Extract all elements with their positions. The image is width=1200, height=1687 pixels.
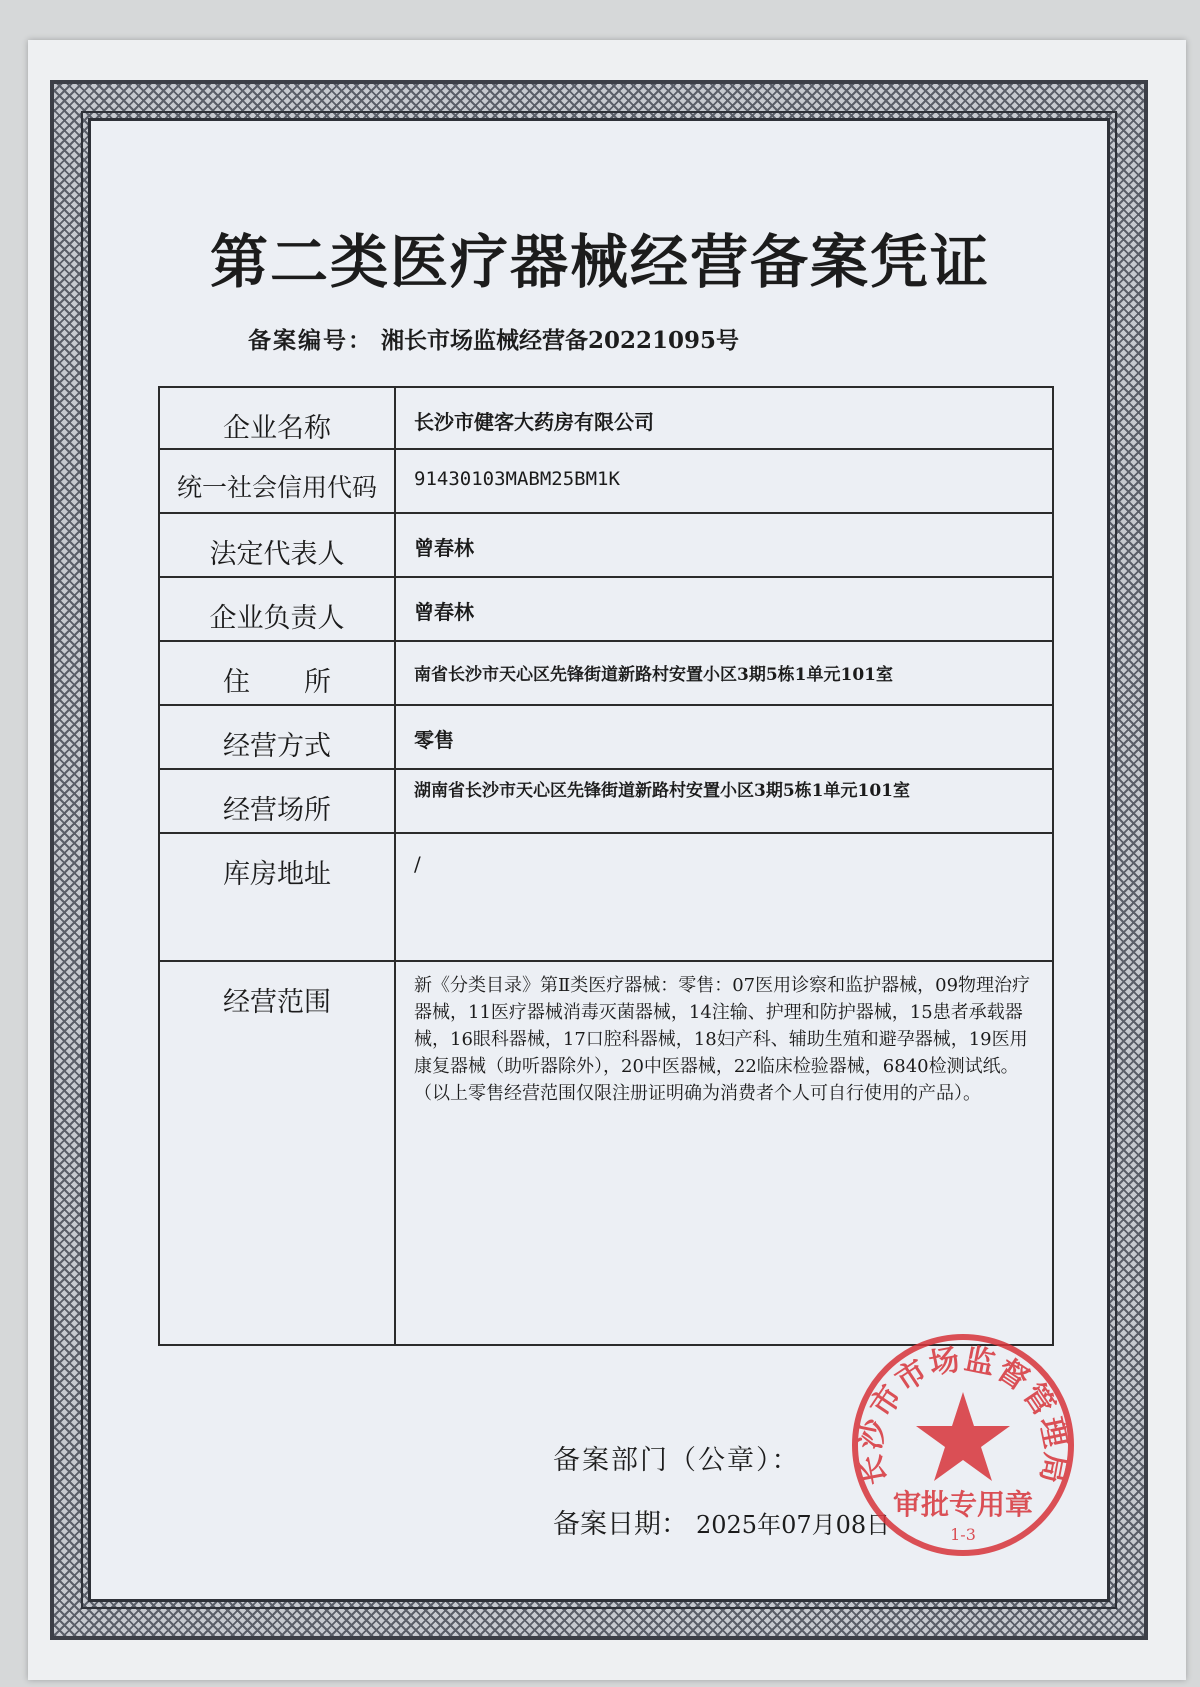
row-label: 经营范围 <box>159 961 395 1345</box>
row-label: 经营方式 <box>159 705 395 769</box>
table-row <box>159 387 1053 449</box>
filing-date-label: 备案日期： <box>553 1509 688 1540</box>
official-seal-stamp <box>848 1330 1078 1560</box>
row-label: 法定代表人 <box>159 513 395 577</box>
row-value: 长沙市健客大药房有限公司 <box>395 387 1053 449</box>
seal-center-text: 审批专用章 <box>892 1488 1034 1521</box>
record-number-label: 备案编号： <box>248 327 373 354</box>
row-label: 经营场所 <box>159 769 395 833</box>
row-label: 统一社会信用代码 <box>159 449 395 513</box>
row-value: 曾春林 <box>395 577 1053 641</box>
info-table <box>158 386 1054 1346</box>
certificate-title: 第二类医疗器械经营备案凭证 <box>209 228 990 296</box>
filing-date <box>553 1502 890 1541</box>
table-row <box>159 641 1053 705</box>
row-label: 企业名称 <box>159 387 395 449</box>
table-row <box>159 769 1053 833</box>
row-value: 湖南省长沙市天心区先锋街道新路村安置小区3期5栋1单元101室 <box>395 769 1053 833</box>
table-row <box>159 961 1053 1345</box>
filing-date-value: 2025年07月08日 <box>696 1511 891 1539</box>
row-label: 住 所 <box>159 641 395 705</box>
row-value: 零售 <box>395 705 1053 769</box>
table-row <box>159 513 1053 577</box>
table-row <box>159 705 1053 769</box>
seal-serial: 1-3 <box>950 1525 976 1544</box>
business-scope-text: 新《分类目录》第Ⅱ类医疗器械：零售：07医用诊察和监护器械，09物理治疗器械，11医疗器械消毒灭菌器械，14注输、护理和防护器械，15患者承载器械，16眼科器械，17口腔科器械，18妇产科、辅助生殖和避孕器械，19医用康复器械（助听器除外），20中医器械，22临床检验器械，6840检测试纸。（以上零售经营范围仅限注册证明确为消费者个人可自行使用的产品）。 <box>395 961 1053 1345</box>
record-number-value: 湘长市场监械经营备20221095号 <box>381 327 740 354</box>
table-row <box>159 449 1053 513</box>
row-value: 南省长沙市天心区先锋街道新路村安置小区3期5栋1单元101室 <box>395 641 1053 705</box>
seal-star-icon <box>916 1392 1010 1481</box>
filing-department: 备案部门（公章）： <box>553 1445 801 1476</box>
row-value: 曾春林 <box>395 513 1053 577</box>
row-label: 企业负责人 <box>159 577 395 641</box>
row-value: / <box>395 833 1053 961</box>
row-label: 库房地址 <box>159 833 395 961</box>
record-number <box>248 322 739 355</box>
table-row <box>159 833 1053 961</box>
table-row <box>159 577 1053 641</box>
row-value: 91430103MABM25BM1K <box>395 449 1053 513</box>
seal-ring-text: 长沙市市场监督管理局 <box>852 1341 1074 1489</box>
